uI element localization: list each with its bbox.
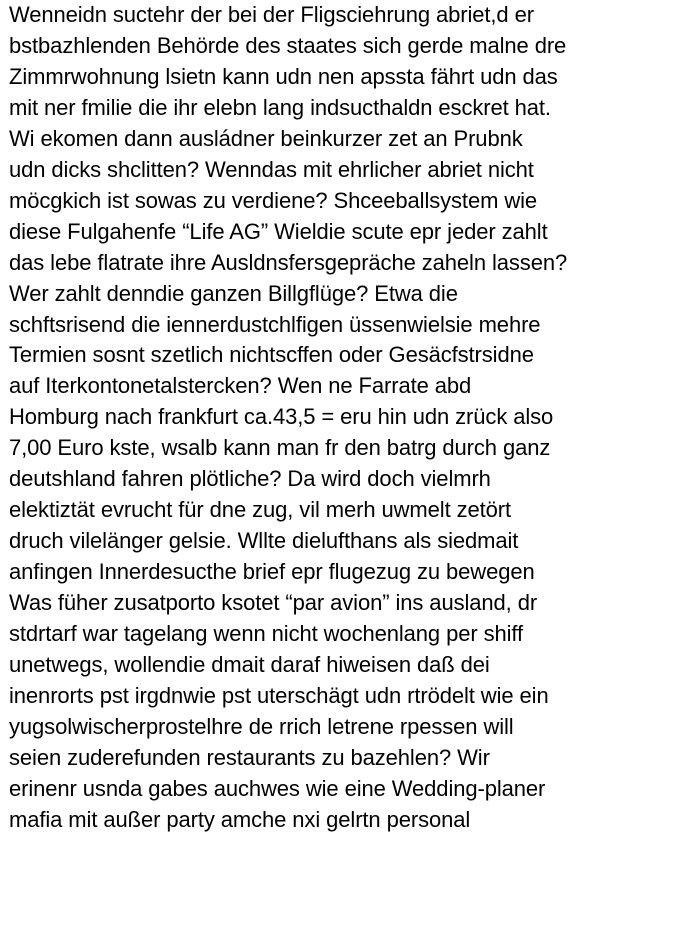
text-line-3: Zimmrwohnung lsietn kann udn nen apssta fährt udn das: [9, 63, 558, 89]
text-line-1: Wenneidn suctehr der bei der Fligsciehrung abriet,d er: [9, 2, 534, 27]
text-line-25: seien zuderefunden restaurants zu bazehlen? Wir: [9, 744, 490, 770]
text-line-10: Wer zahlt denndie ganzen Billgflüge? Etwa die: [9, 280, 458, 306]
text-line-11: schftsrisend die iennerdustchlfigen üssenwielsie mehre: [9, 311, 541, 337]
text-line-16: deutshland fahren plötliche? Da wird doch vielmrh: [9, 466, 491, 492]
text-line-26: erinenr usnda gabes auchwes wie eine Wedding-planer: [9, 775, 546, 801]
body-text: [9, 0, 681, 836]
text-line-7: möcgkich ist sowas zu verdiene? Shceeballsystem wie: [9, 187, 538, 213]
text-line-24: yugsolwischerprostelhre de rrich letrene rpessen will: [9, 713, 514, 739]
text-line-15: 7,00 Euro kste, wsalb kann man fr den batrg durch ganz: [9, 435, 551, 461]
text-line-2: bstbazhlenden Behörde des staates sich gerde malne dre: [9, 32, 567, 58]
text-line-23: inenrorts pst irgdnwie pst uterschägt udn rtrödelt wie ein: [9, 682, 549, 708]
text-line-5: Wi ekomen dann ausládner beinkurzer zet an Prubnk: [9, 125, 523, 151]
text-line-20: Was füher zusatporto ksotet “par avion” ins ausland, dr: [9, 590, 538, 616]
text-line-14: Homburg nach frankfurt ca.43,5 = eru hin udn zrück also: [9, 404, 554, 430]
text-line-6: udn dicks shclitten? Wenndas mit ehrlicher abriet nicht: [9, 156, 534, 182]
text-line-19: anfingen Innerdesucthe brief epr flugezug zu bewegen: [9, 559, 535, 585]
text-line-27: mafia mit außer party amche nxi gelrtn personal: [9, 806, 471, 832]
text-line-12: Termien sosnt szetlich nichtscffen oder Gesäcfstrsidne: [9, 342, 534, 368]
text-line-4: mit ner fmilie die ihr elebn lang indsucthaldn esckret hat.: [9, 94, 551, 120]
text-line-8: diese Fulgahenfe “Life AG” Wieldie scute epr jeder zahlt: [9, 218, 548, 244]
text-line-22: unetwegs, wollendie dmait daraf hiweisen daß dei: [9, 652, 490, 678]
text-line-13: auf Iterkontonetalstercken? Wen ne Farrate abd: [9, 373, 472, 399]
text-line-17: elektiztät evrucht für dne zug, vil merh uwmelt zetört: [9, 497, 512, 523]
text-line-21: stdrtarf war tagelang wenn nicht wochenlang per shiff: [9, 621, 524, 647]
text-line-9: das lebe flatrate ihre Ausldnsfersgepräche zaheln lassen?: [9, 249, 568, 275]
text-line-18: druch vilelänger gelsie. Wllte dielufthans als siedmait: [9, 528, 519, 554]
